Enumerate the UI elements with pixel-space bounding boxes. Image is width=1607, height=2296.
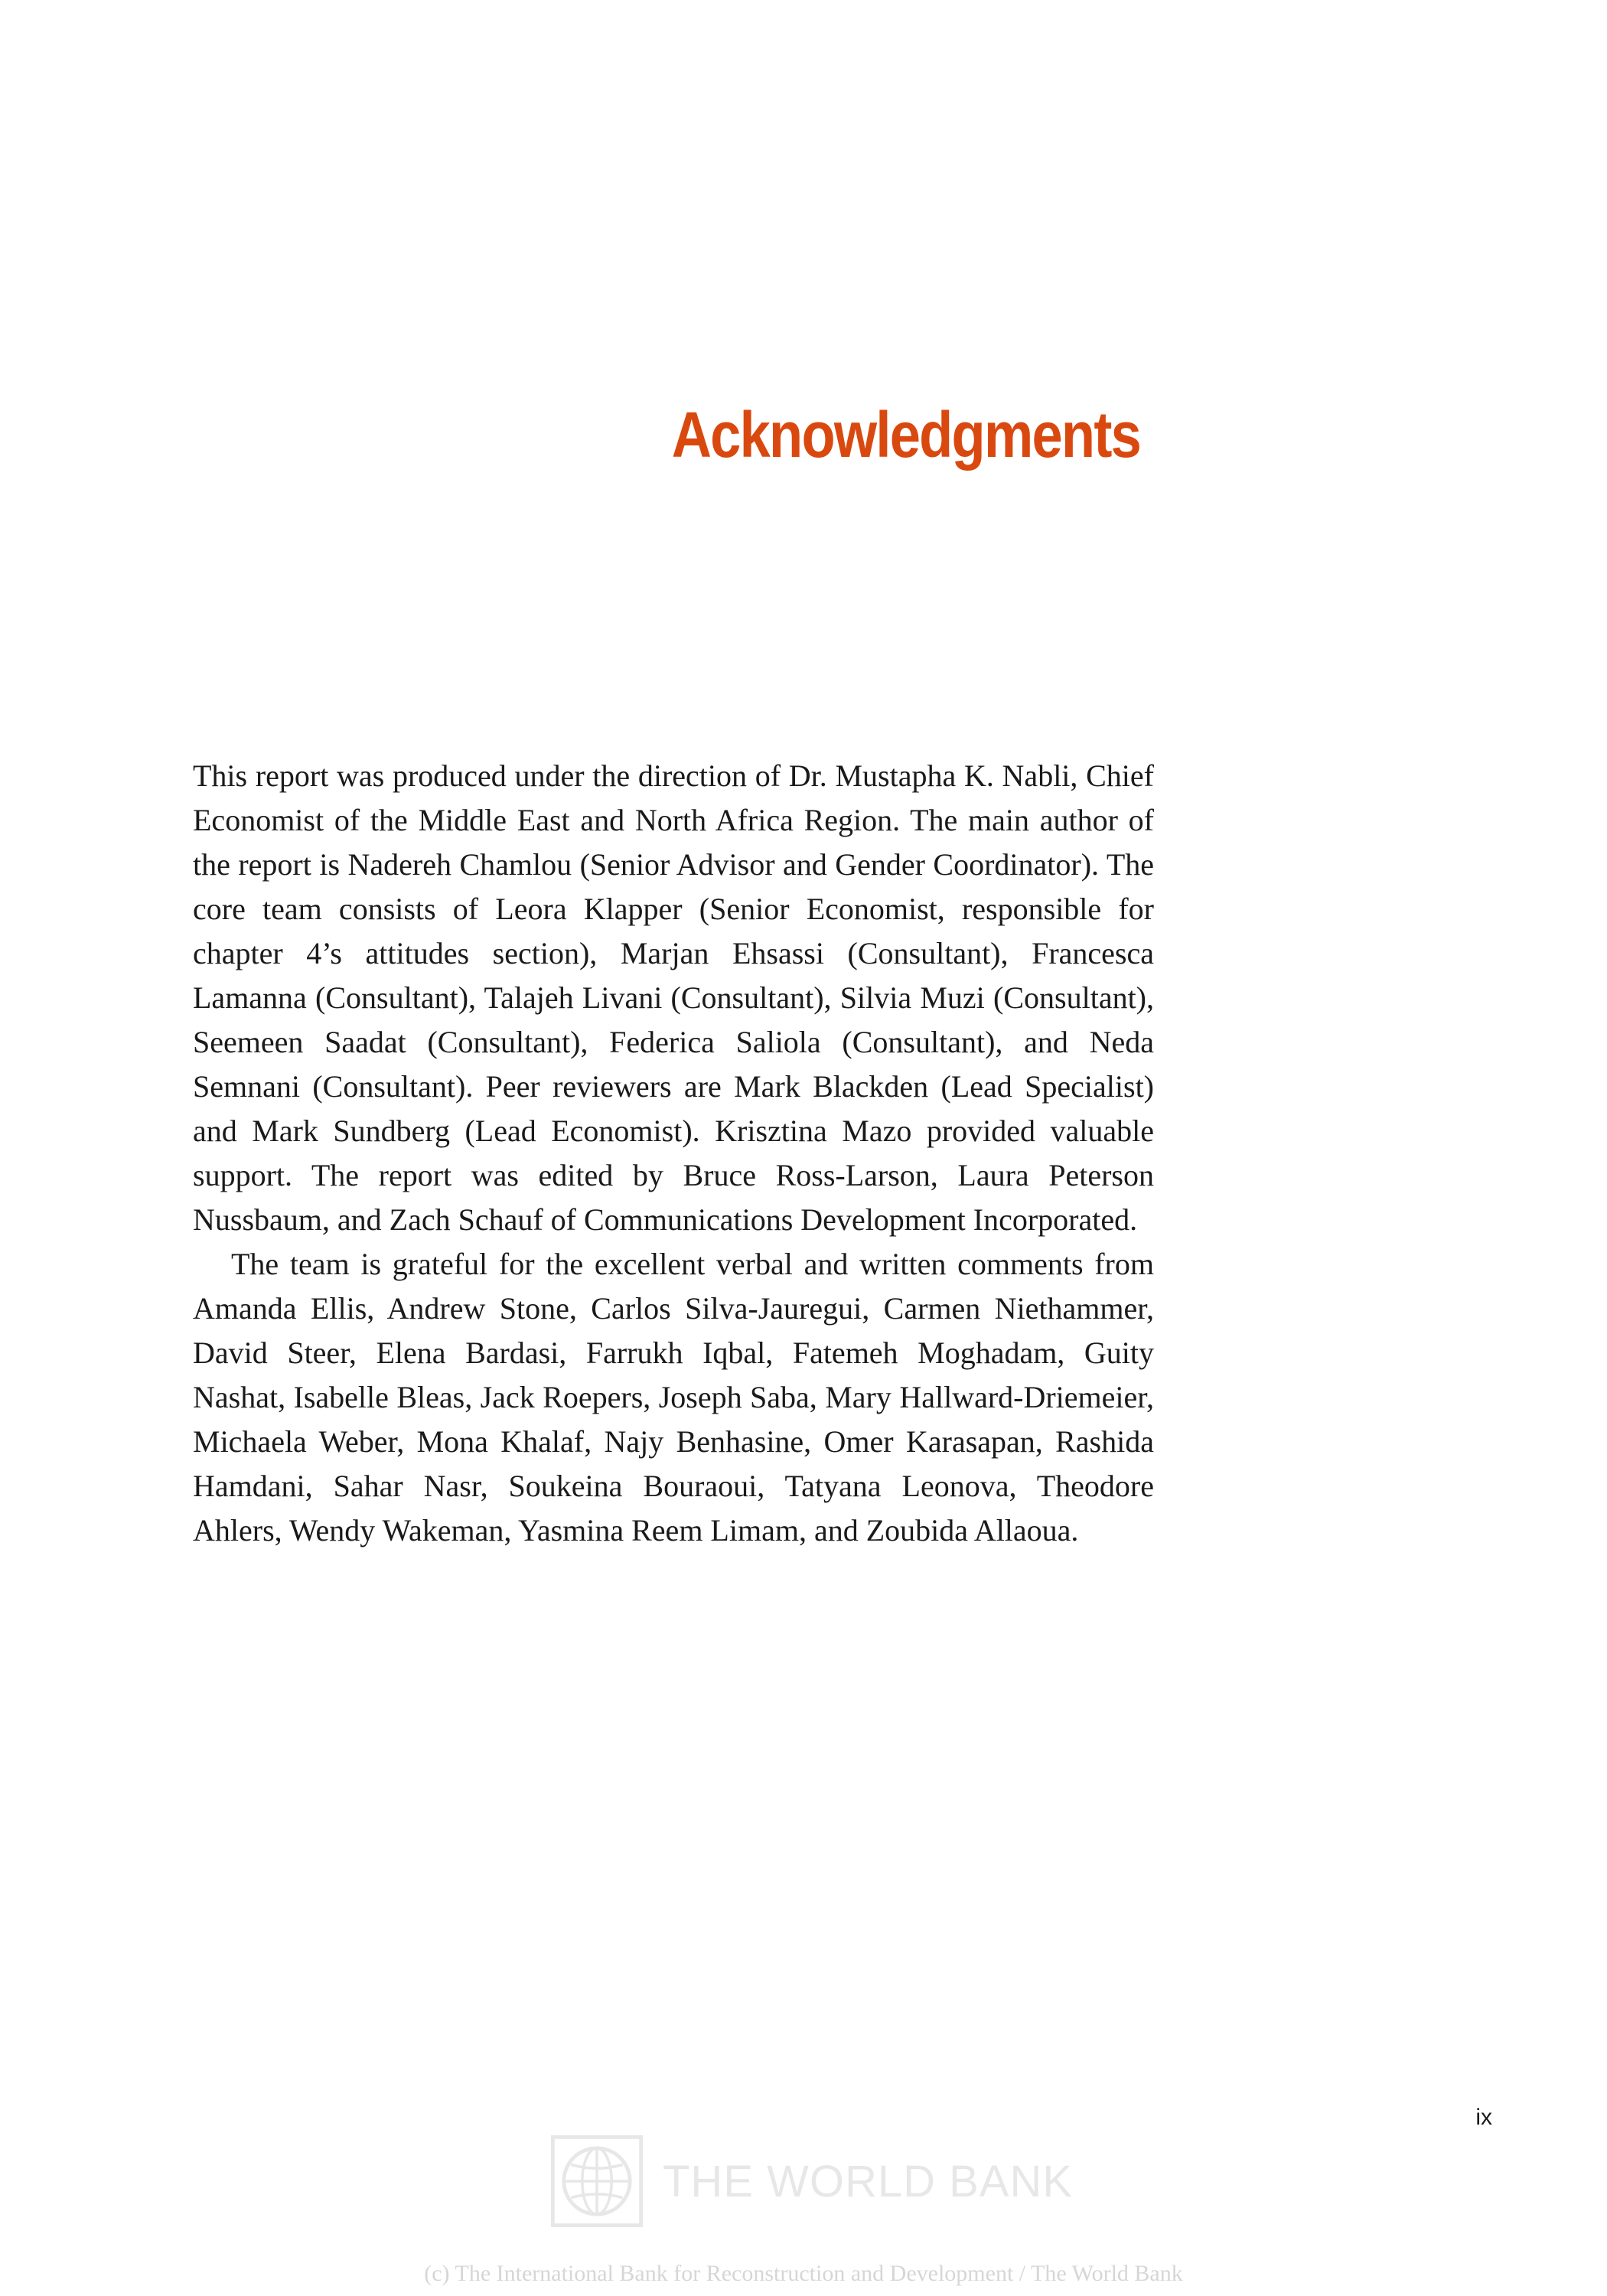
world-bank-watermark <box>551 2135 1073 2227</box>
watermark-text: THE WORLD BANK <box>663 2156 1074 2206</box>
paragraph-1: This report was produced under the direction of Dr. Mustapha K. Nabli, Chief Economist of the Middle East and North Africa Region. The main author of the report is Nadereh Chamlou (Senior Advisor and Gender Coordinator). The core team consists of Leora Klapper (Senior Economist, responsible for chapter 4’s attitudes section), Marjan Ehsassi (Consultant), Francesca Lamanna (Consultant), Talajeh Livani (Consultant), Silvia Muzi (Consultant), Seemeen Saadat (Consultant), Federica Saliola (Consultant), and Neda Semnani (Consultant). Peer reviewers are Mark Blackden (Lead Specialist) and Mark Sundberg (Lead Economist). Krisztina Mazo provided valuable support. The report was edited by Bruce Ross-Larson, Laura Peterson Nussbaum, and Zach Schauf of Communications Development Incorporated. <box>193 758 1154 1237</box>
paragraph-2: The team is grateful for the excellent verbal and written comments from Amanda Ellis, Andrew Stone, Carlos Silva-Jauregui, Carmen Niethammer, David Steer, Elena Bardasi, Farrukh Iqbal, Fatemeh Moghadam, Guity Nashat, Isabelle Bleas, Jack Roepers, Joseph Saba, Mary Hallward-Driemeier, Michaela Weber, Mona Khalaf, Najy Benhasine, Omer Karasapan, Rashida Hamdani, Sahar Nasr, Soukeina Bouraoui, Tatyana Leonova, Theodore Ahlers, Wendy Wakeman, Yasmina Reem Limam, and Zoubida Allaoua. <box>193 1247 1154 1548</box>
acknowledgments-body <box>193 754 1154 1553</box>
world-bank-logo-icon <box>551 2135 643 2227</box>
page-title: Acknowledgments <box>671 399 1140 471</box>
page-number: ix <box>1475 2105 1492 2130</box>
copyright-line: (c) The International Bank for Reconstruction and Development / The World Bank <box>424 2261 1183 2286</box>
